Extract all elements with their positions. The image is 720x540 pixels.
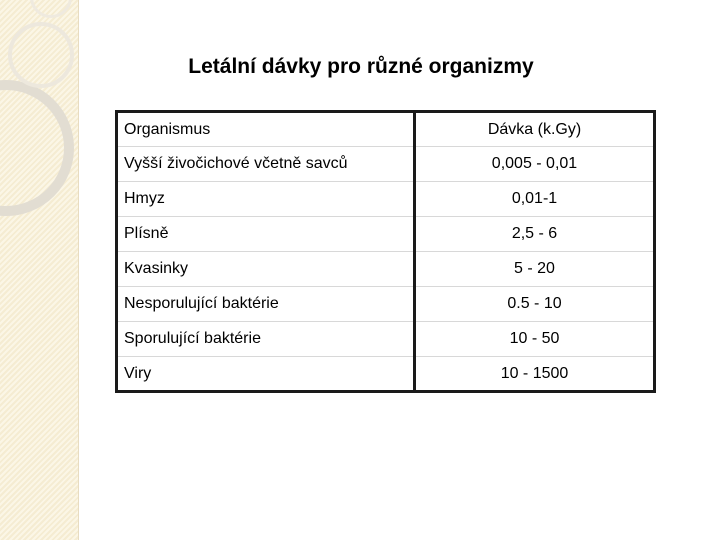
header-dose: Dávka (k.Gy) — [415, 112, 655, 147]
decorative-ring — [0, 80, 74, 216]
page-title: Letální dávky pro různé organizmy — [188, 55, 534, 78]
decorative-ring — [30, 0, 72, 18]
table-header-row — [117, 112, 655, 147]
dose-cell: 10 - 50 — [415, 322, 655, 357]
table-row — [117, 322, 655, 357]
table-row — [117, 182, 655, 217]
lethal-dose-table — [115, 110, 656, 393]
dose-cell: 2,5 - 6 — [415, 217, 655, 252]
table-row — [117, 147, 655, 182]
organism-cell: Vyšší živočichové včetně savců — [117, 147, 415, 182]
organism-cell: Plísně — [117, 217, 415, 252]
table-row — [117, 217, 655, 252]
dose-cell: 5 - 20 — [415, 252, 655, 287]
dose-cell: 10 - 1500 — [415, 357, 655, 392]
organism-cell: Viry — [117, 357, 415, 392]
table-row — [117, 252, 655, 287]
organism-cell: Nesporulující baktérie — [117, 287, 415, 322]
table-row — [117, 287, 655, 322]
table-row — [117, 357, 655, 392]
organism-cell: Hmyz — [117, 182, 415, 217]
dose-cell: 0,005 - 0,01 — [415, 147, 655, 182]
organism-cell: Sporulující baktérie — [117, 322, 415, 357]
decorative-side-strip — [0, 0, 79, 540]
header-organism: Organismus — [117, 112, 415, 147]
organism-cell: Kvasinky — [117, 252, 415, 287]
dose-cell: 0.5 - 10 — [415, 287, 655, 322]
dose-cell: 0,01-1 — [415, 182, 655, 217]
